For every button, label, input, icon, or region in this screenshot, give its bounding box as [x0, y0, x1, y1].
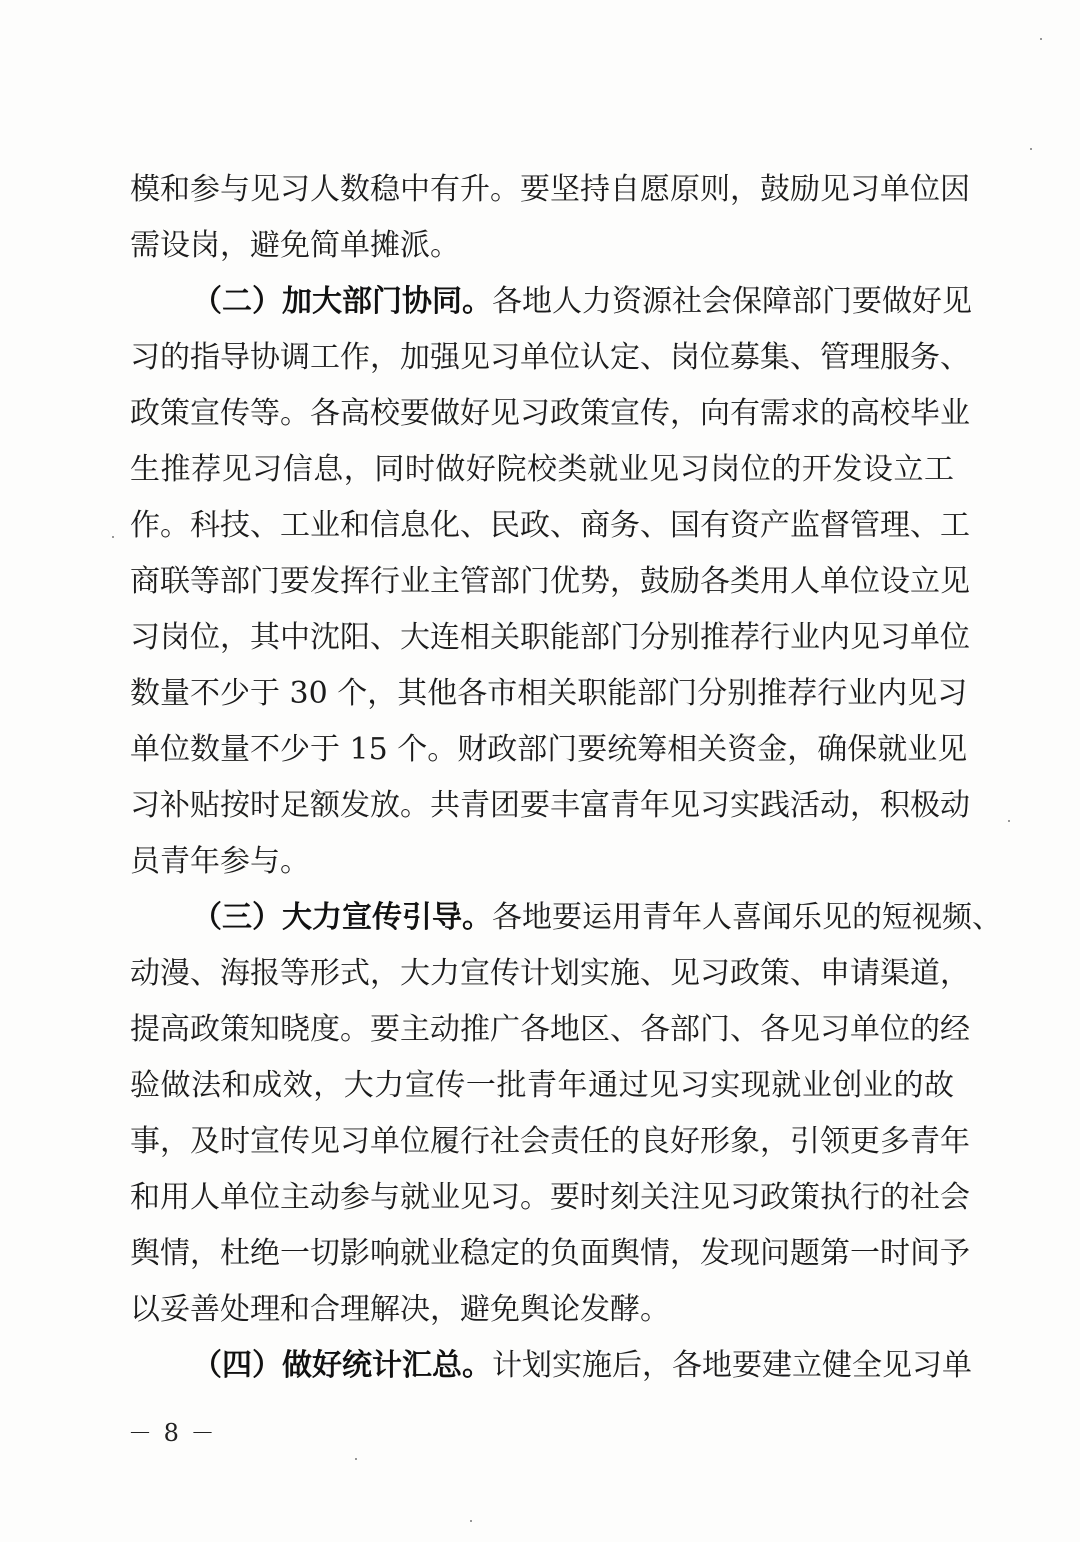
scan-speck [1040, 38, 1042, 40]
paragraph-2-line: 生推荐见习信息，同时做好院校类就业见习岗位的开发设立工 [130, 452, 954, 487]
paragraph-2-first-line-text: 各地人力资源社会保障部门要做好见 [492, 284, 972, 319]
paragraph-3-line: 事，及时宣传见习单位履行社会责任的良好形象，引领更多青年 [130, 1124, 970, 1159]
page-number: － 8 － [128, 1419, 217, 1447]
paragraph-2-first-line [192, 282, 972, 322]
paragraph-3-line: 以妥善处理和合理解决，避免舆论发酵。 [130, 1292, 670, 1327]
paragraph-2-line: 作。科技、工业和信息化、民政、商务、国有资产监督管理、工 [130, 508, 970, 543]
scan-speck [112, 536, 114, 538]
section-heading-3: （三）大力宣传引导。 [192, 900, 492, 935]
paragraph-3-first-line [192, 898, 1002, 938]
paragraph-2-line: 单位数量不少于 15 个。财政部门要统筹相关资金，确保就业见 [130, 732, 968, 767]
section-heading-2: （二）加大部门协同。 [192, 284, 492, 319]
paragraph-1-line-2: 需设岗，避免简单摊派。 [130, 228, 460, 263]
paragraph-1-line-1: 模和参与见习人数稳中有升。要坚持自愿原则，鼓励见习单位因 [130, 172, 970, 207]
scan-speck [355, 1458, 357, 1460]
paragraph-3-line: 舆情，杜绝一切影响就业稳定的负面舆情，发现问题第一时间予 [130, 1236, 970, 1271]
paragraph-2-line: 习的指导协调工作，加强见习单位认定、岗位募集、管理服务、 [130, 340, 970, 375]
paragraph-2-line: 习补贴按时足额发放。共青团要丰富青年见习实践活动，积极动 [130, 788, 970, 823]
paragraph-4-first-line [192, 1346, 972, 1386]
scan-speck [1008, 820, 1010, 822]
paragraph-2-line: 习岗位，其中沈阳、大连相关职能部门分别推荐行业内见习单位 [130, 620, 970, 655]
paragraph-4-first-line-text: 计划实施后，各地要建立健全见习单 [492, 1348, 972, 1383]
scan-speck [470, 1520, 472, 1522]
paragraph-2-line: 政策宣传等。各高校要做好见习政策宣传，向有需求的高校毕业 [130, 396, 970, 431]
paragraph-2-line: 商联等部门要发挥行业主管部门优势，鼓励各类用人单位设立见 [130, 564, 970, 599]
paragraph-3-line: 和用人单位主动参与就业见习。要时刻关注见习政策执行的社会 [130, 1180, 970, 1215]
paragraph-3-line: 动漫、海报等形式，大力宣传计划实施、见习政策、申请渠道， [130, 956, 970, 991]
paragraph-3-line: 提高政策知晓度。要主动推广各地区、各部门、各见习单位的经 [130, 1012, 970, 1047]
section-heading-4: （四）做好统计汇总。 [192, 1348, 492, 1383]
paragraph-2-line: 员青年参与。 [130, 844, 310, 879]
paragraph-3-first-line-text: 各地要运用青年人喜闻乐见的短视频、 [492, 900, 1002, 935]
scan-speck [1030, 148, 1032, 150]
paragraph-2-line: 数量不少于 30 个，其他各市相关职能部门分别推荐行业内见习 [130, 676, 968, 711]
paragraph-3-line: 验做法和成效，大力宣传一批青年通过见习实现就业创业的故 [130, 1068, 954, 1103]
